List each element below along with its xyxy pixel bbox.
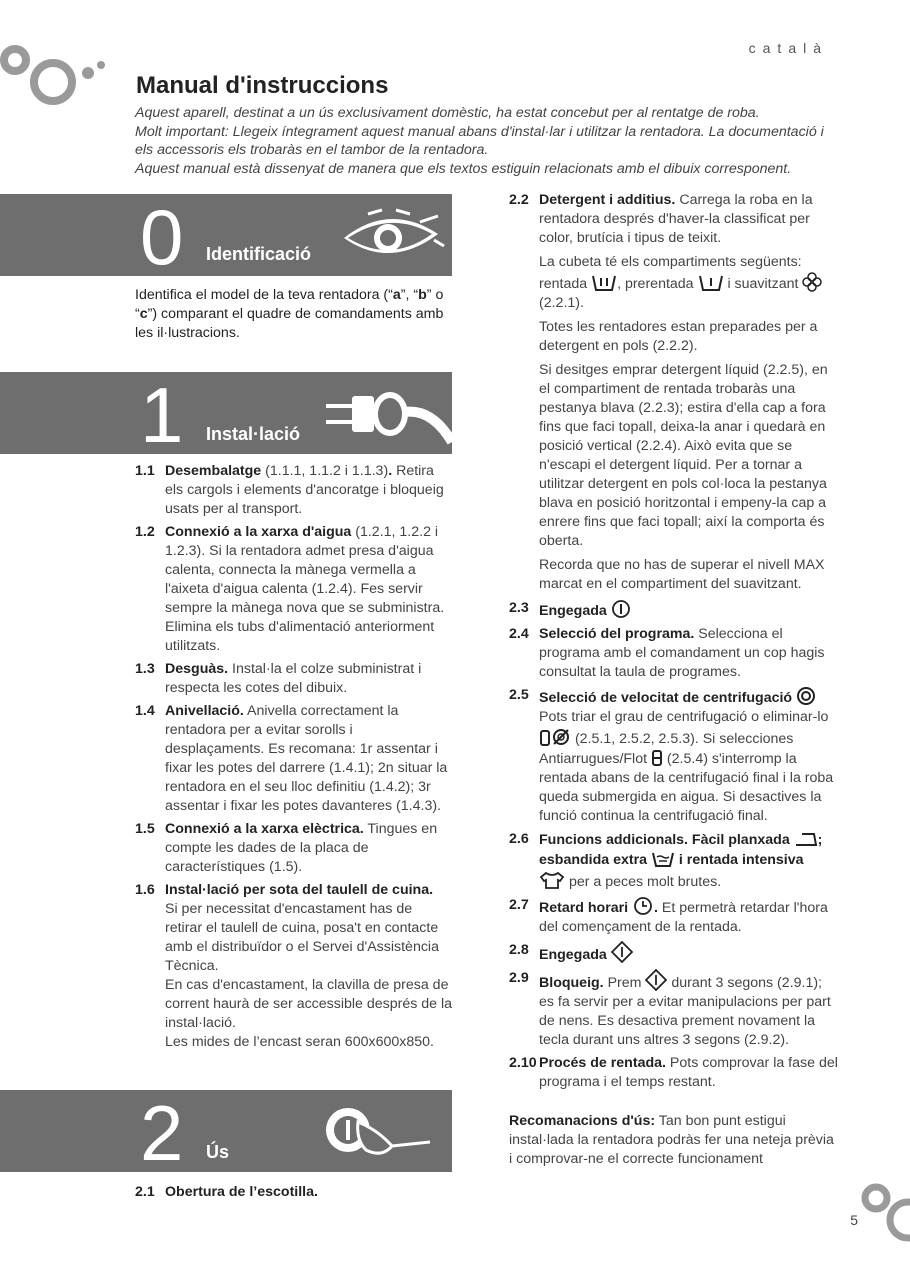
zero-spin-digit-icon	[539, 729, 551, 747]
list-item	[509, 686, 839, 826]
installation-list	[135, 462, 453, 1056]
start-diamond-icon	[611, 941, 633, 963]
prewash-compartment-icon	[698, 274, 724, 292]
item-text: per a peces molt brutes.	[565, 874, 722, 890]
text-part: , prerentada	[617, 276, 698, 292]
recommendations-text	[509, 1112, 839, 1169]
item-heading: Bloqueig.	[539, 975, 604, 991]
model-a: a	[392, 287, 401, 303]
list-item	[509, 830, 839, 892]
item-text: (1.2.1, 1.2.2 i 1.2.3). Si la rentadora admet presa d'aigua calenta, connecta la mànega vermella a l'aixeta d'aigua calenta (1.2.4). Fes servir sempre la mànega nova que se subministra. Elimina els tubs d'alimentació anteriorment utilitzats.	[165, 524, 445, 654]
item-heading: Selecció del programa.	[539, 626, 695, 642]
list-item	[135, 462, 453, 519]
plug-icon	[322, 382, 452, 448]
item-text: Pots comprovar la fase del programa i el temps restant.	[539, 1055, 838, 1090]
list-item	[135, 702, 453, 816]
item-heading: Desembalatge	[165, 463, 262, 479]
identification-text	[135, 286, 455, 343]
item-number: 2.9	[509, 970, 529, 986]
item-heading: Connexió a la xarxa d'aigua	[165, 524, 352, 540]
model-b: b	[418, 287, 427, 303]
item-text: Retira els cargols i elements d'ancoratge i bloqueig usats per al transport.	[165, 463, 444, 517]
lock-diamond-icon	[645, 969, 667, 991]
item-heading: Engegada	[539, 947, 607, 963]
item-text: durant 3 segons (2.9.1); es fa servir per a evitar manipulacions per part de nens. Es desactiva prement novament la tecla durant uns altres 3 segons (2.9.2).	[539, 975, 831, 1048]
page-number: 5	[850, 1212, 858, 1228]
item-heading: Desguàs.	[165, 661, 229, 677]
list-item	[135, 660, 453, 698]
recommendations-heading: Recomanacions d'ús:	[509, 1113, 656, 1129]
item-heading: Obertura de l’escotilla.	[165, 1184, 318, 1200]
section-2-banner	[0, 1089, 452, 1177]
item-heading: Instal·lació per sota del taulell de cuina.	[165, 882, 434, 898]
item-text: Et permetrà retardar l'hora del començament de la rentada.	[539, 900, 828, 935]
item-number: 2.2	[509, 192, 529, 208]
item-heading: Detergent i additius.	[539, 192, 676, 208]
text-part: Identifica el model de la teva rentadora (“	[135, 287, 393, 303]
extra-rinse-icon	[651, 850, 675, 868]
intro-line: Molt important: Llegeix íntegrament aquest manual abans d'instal·lar i utilitzar la rentadora. La documentació i els accessoris els trobaràs en el tambor de la rentadora.	[135, 123, 824, 158]
wash-compartment-icon	[591, 274, 617, 292]
list-item	[135, 881, 453, 1052]
brand-logo-circles	[0, 38, 110, 114]
item-number: 1.5	[135, 821, 155, 837]
item-number: 1.3	[135, 661, 155, 677]
eye-icon	[338, 208, 446, 264]
intro-line: Aquest aparell, destinat a un ús exclusivament domèstic, ha estat concebut per al rentatge de roba.	[135, 105, 760, 121]
list-item	[509, 625, 839, 682]
model-c: c	[139, 306, 148, 322]
item-text: Totes les rentadores estan preparades per a detergent en pols (2.2.2).	[539, 319, 818, 354]
item-text: Les mides de l’encast seran 600x600x850.	[165, 1034, 434, 1050]
hand-pressing-button-icon	[318, 1100, 438, 1164]
list-item	[509, 1054, 839, 1092]
list-item	[509, 896, 839, 937]
item-punct: .	[388, 463, 393, 479]
intro-text	[135, 104, 835, 178]
section-number: 0	[140, 193, 184, 281]
section-0-banner	[0, 193, 452, 281]
anti-crease-digit-icon	[651, 749, 663, 767]
compartments-text	[539, 253, 839, 313]
item-heading: Connexió a la xarxa elèctrica.	[165, 821, 364, 837]
item-text: En cas d'encastament, la clavilla de presa de corrent haurà de ser accessible després de la instal·lació.	[165, 977, 453, 1031]
softener-flower-icon	[802, 272, 822, 292]
item-number: 2.7	[509, 897, 529, 913]
item-number: 1.4	[135, 703, 155, 719]
usage-list	[509, 191, 839, 1169]
text-part: (2.2.1).	[539, 295, 584, 311]
power-button-icon	[611, 599, 631, 619]
list-item	[135, 523, 453, 656]
item-number: 2.4	[509, 626, 529, 642]
item-heading: Funcions addicionals. Fàcil planxada	[539, 832, 794, 848]
item-text: Selecciona el programa amb el comandament un cop hagis consultat la taula de programes.	[539, 626, 825, 680]
item-text: Tingues en compte les dades de la placa de característiques (1.5).	[165, 821, 438, 875]
item-heading: Anivellació.	[165, 703, 244, 719]
item-heading: Selecció de velocitat de centrifugació	[539, 690, 793, 706]
page-title: Manual d'instruccions	[136, 72, 389, 99]
item-heading: i rentada intensiva	[674, 852, 804, 868]
text-part: ”) comparant el quadre de comandaments amb les il·lustracions.	[135, 306, 444, 341]
decorative-circles	[858, 1176, 910, 1246]
item-heading: Retard horari	[539, 900, 633, 916]
item-text: Carrega la roba en la rentadora després d'haver-la classificat per color, brutícia i tipus de teixit.	[539, 192, 813, 246]
spin-speed-icon	[796, 686, 816, 706]
section-number: 2	[140, 1089, 184, 1177]
item-text: Prem	[603, 975, 646, 991]
item-text: Recorda que no has de superar el nivell MAX marcat en el compartiment del suavitzant.	[539, 557, 825, 592]
item-text: (2.5.1, 2.5.2, 2.5.3). Si selecciones Antiarrugues/Flot	[539, 731, 794, 767]
item-heading: ; esbandida extra	[539, 832, 823, 868]
text-part: ”, “	[400, 287, 419, 303]
list-item	[509, 969, 839, 1050]
section-1-banner	[0, 371, 452, 459]
item-ref: (1.1.1, 1.1.2 i 1.1.3)	[261, 463, 389, 479]
list-item	[509, 191, 839, 594]
item-number: 1.1	[135, 463, 155, 479]
item-punct: .	[654, 900, 658, 916]
item-number: 2.3	[509, 600, 529, 616]
item-number: 2.8	[509, 942, 529, 958]
item-number: 1.6	[135, 882, 155, 898]
item-text: Instal·la el colze subministrat i respecta les cotes del dibuix.	[165, 661, 422, 696]
clock-delay-icon	[632, 896, 654, 916]
item-number: 2.10	[509, 1055, 537, 1071]
item-text: Si desitges emprar detergent líquid (2.2.5), en el compartiment de rentada trobaràs una pestanya blava (2.2.3); estira d'ella cap a fora fins que faci topall, deixa-la anar i quedarà en posició vertical (2.2.4). Això evita que se n'escapi el detergent líquid. Per a tornar a utilitzar detergent en pols col·loca la pestanya blava en posició horitzontal i empeny-la cap a enrere fins que faci topall; així la comporta és oberta.	[539, 362, 828, 549]
easy-iron-icon	[794, 830, 818, 848]
list-item	[509, 599, 839, 621]
item-text: Tan bon punt estigui instal·lada la rentadora podràs fer una neteja prèvia i comprovar-ne el correcte funcionament	[509, 1113, 834, 1167]
item-heading: Engegada	[539, 603, 607, 619]
text-part: La cubeta té els compartiments següents: rentada	[539, 254, 802, 292]
text-part: i suavitzant	[723, 276, 803, 292]
item-text: Anivella correctament la rentadora per a evitar sorolls i desplaçaments. Es recomana: 1r assentar i fixar les potes del darrere (1.4.1); 2n situar la rentadora en el seu lloc definitiu (1.4.2); 3r assentar i fixar les potes davanteres (1.4.3).	[165, 703, 448, 814]
item-text: Si per necessitat d'encastament has de retirar el taulell de cuina, posa't en contacte amb el distribuïdor o el Servei d'Assistència Tècnica.	[165, 901, 439, 974]
section-number: 1	[140, 371, 184, 459]
item-number: 2.1	[135, 1184, 155, 1200]
intensive-wash-shirt-icon	[539, 870, 565, 890]
item-number: 2.6	[509, 831, 529, 847]
section-title: Ús	[206, 1142, 230, 1162]
list-item	[135, 820, 453, 877]
item-number: 1.2	[135, 524, 155, 540]
item-heading: Procés de rentada.	[539, 1055, 666, 1071]
list-item	[135, 1183, 483, 1202]
section-title: Instal·lació	[206, 424, 301, 444]
list-item	[509, 941, 839, 965]
intro-line: Aquest manual està dissenyat de manera que els textos estiguin relacionats amb el dibuix corresponent.	[135, 160, 792, 177]
language-label: català	[748, 40, 828, 56]
item-text: Pots triar el grau de centrifugació o eliminar-lo	[539, 709, 829, 725]
section-title: Identificació	[206, 244, 312, 264]
item-number: 2.5	[509, 687, 529, 703]
no-spin-icon	[551, 727, 571, 747]
text-part: ” o “	[135, 287, 444, 322]
item-text: (2.5.4) s'interromp la rentada abans de la centrifugació final i la roba queda submergida en aigua. Si desactives la funció continua la centrifugació final.	[539, 751, 834, 824]
